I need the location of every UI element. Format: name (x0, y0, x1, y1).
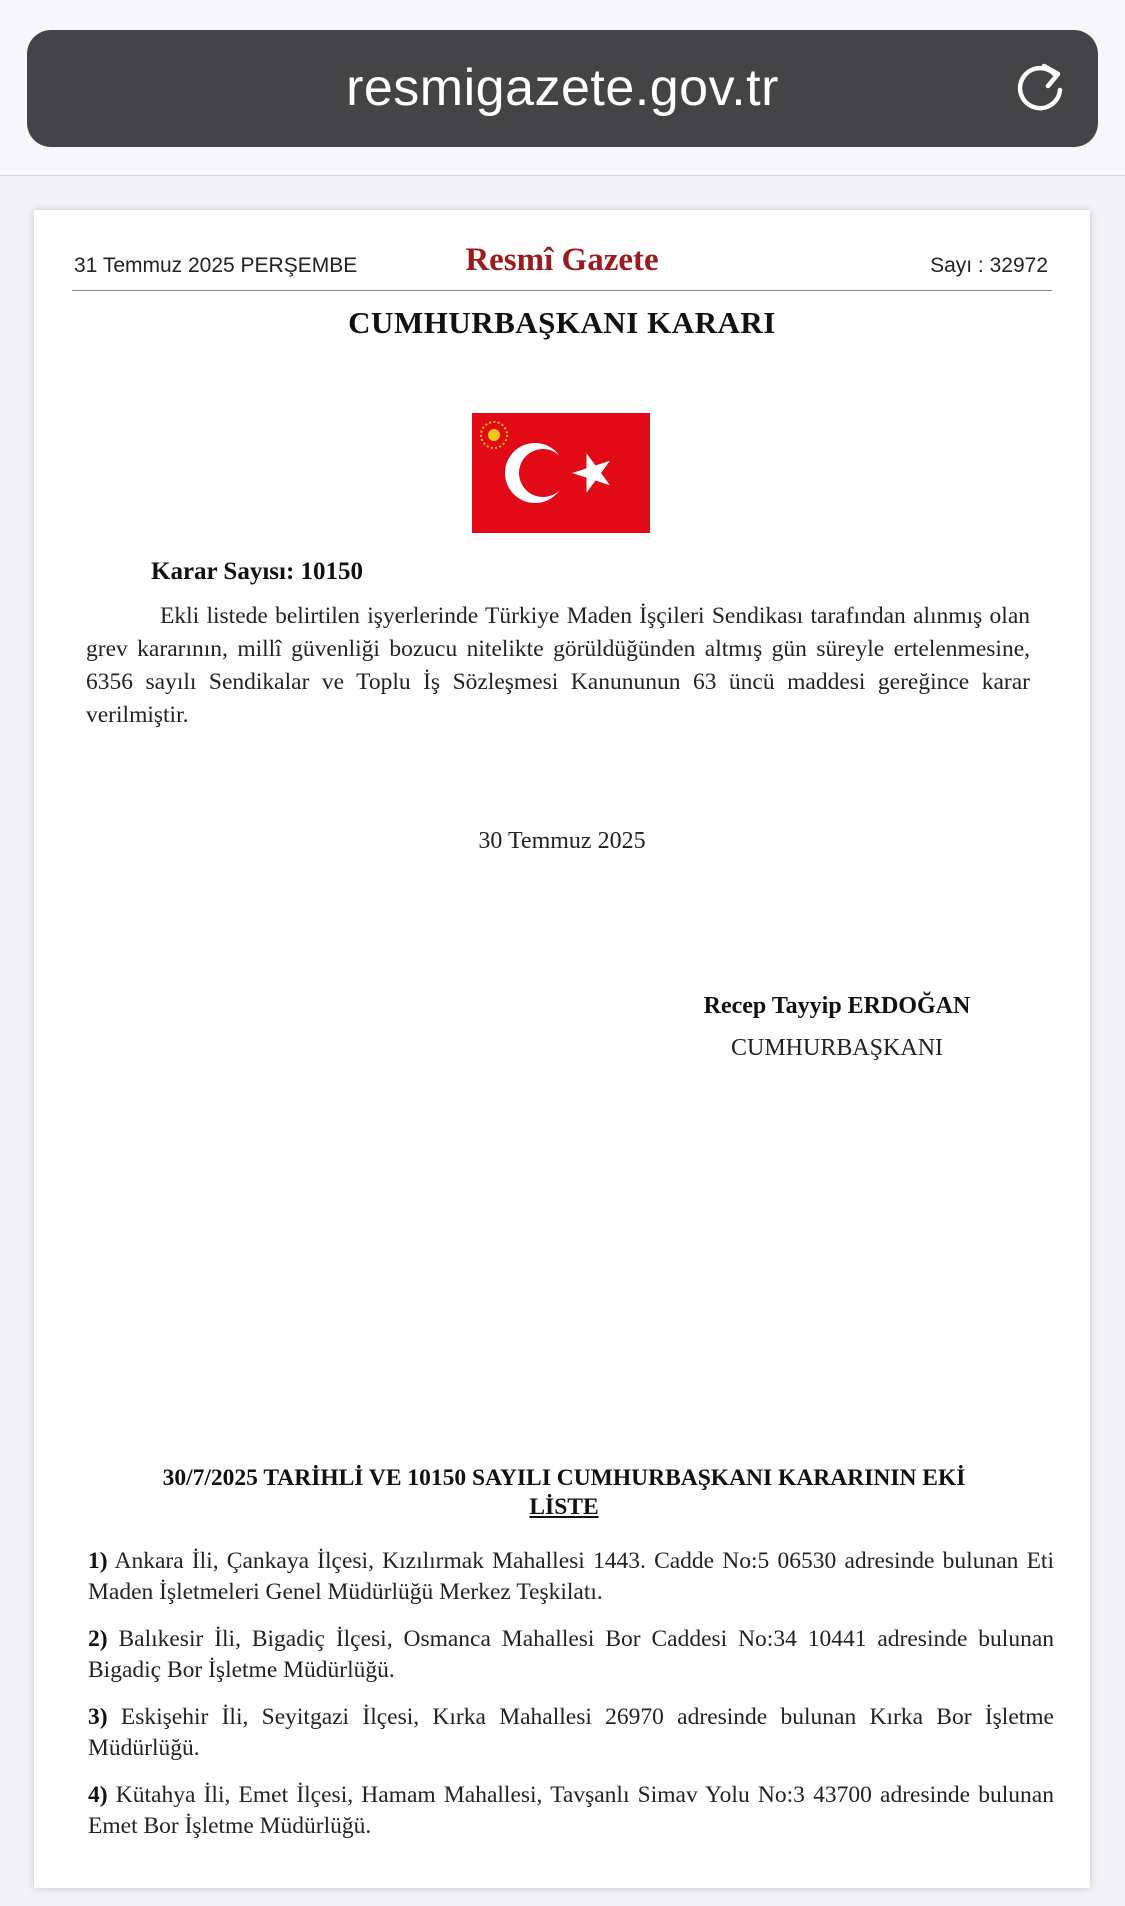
list-item (88, 1546, 1054, 1608)
list-item-number: 1) (88, 1548, 108, 1574)
list-item-number: 4) (88, 1782, 108, 1808)
gazette-header (72, 232, 1052, 291)
annex-list-heading: LİSTE (529, 1494, 599, 1520)
annex-title-line: 30/7/2025 TARİHLİ VE 10150 SAYILI CUMHURBAŞKANI KARARININ EKİ (162, 1465, 966, 1491)
signatory-name: Recep Tayyip ERDOĞAN (703, 993, 971, 1019)
signatory-title: CUMHURBAŞKANI (730, 1035, 944, 1061)
annex-list (88, 1546, 1054, 1858)
browser-toolbar (0, 0, 1125, 176)
list-item (88, 1780, 1054, 1842)
issue-date: 31 Temmuz 2025 PERŞEMBE (74, 254, 358, 277)
list-item-number: 3) (88, 1704, 108, 1730)
decision-date: 30 Temmuz 2025 (478, 828, 646, 854)
issue-number: Sayı : 32972 (930, 254, 1048, 277)
reload-icon[interactable] (1010, 58, 1070, 118)
list-item-text: Eskişehir İli, Seyitgazi İlçesi, Kırka Mahallesi 26970 adresinde bulunan Kırka Bor İşletme Müdürlüğü. (88, 1704, 1054, 1761)
list-item-text: Ankara İli, Çankaya İlçesi, Kızılırmak Mahallesi 1443. Cadde No:5 06530 adresinde bulunan Eti Maden İşletmeleri Genel Müdürlüğü Merkez Teşkilatı. (88, 1548, 1054, 1605)
gazette-page (34, 210, 1090, 1888)
list-item (88, 1624, 1054, 1686)
address-bar[interactable] (27, 30, 1098, 147)
document-title: CUMHURBAŞKANI KARARI (348, 305, 776, 340)
annex-title (124, 1464, 1004, 1522)
decision-number: Karar Sayısı: 10150 (151, 558, 364, 585)
turkish-flag-icon (472, 413, 650, 533)
url-text[interactable]: resmigazete.gov.tr (346, 59, 779, 117)
list-item-text: Kütahya İli, Emet İlçesi, Hamam Mahallesi, Tavşanlı Simav Yolu No:3 43700 adresinde bulunan Emet Bor İşletme Müdürlüğü. (88, 1782, 1054, 1839)
decision-body: Ekli listede belirtilen işyerlerinde Türkiye Maden İşçileri Sendikası tarafından alınmış olan grev kararının, millî güvenliği bozucu nitelikte görüldüğünden altmış gün süreyle ertelenmesine, 6356 sayılı Sendikalar ve Toplu İş Sözleşmesi Kanununun 63 üncü maddesi gereğince karar verilmiştir. (86, 603, 1030, 728)
list-item-text: Balıkesir İli, Bigadiç İlçesi, Osmanca Mahallesi Bor Caddesi No:34 10441 adresinde bulunan Bigadiç Bor İşletme Müdürlüğü. (88, 1626, 1054, 1683)
list-item-number: 2) (88, 1626, 108, 1652)
list-item (88, 1702, 1054, 1764)
gazette-title: Resmî Gazete (465, 242, 659, 278)
